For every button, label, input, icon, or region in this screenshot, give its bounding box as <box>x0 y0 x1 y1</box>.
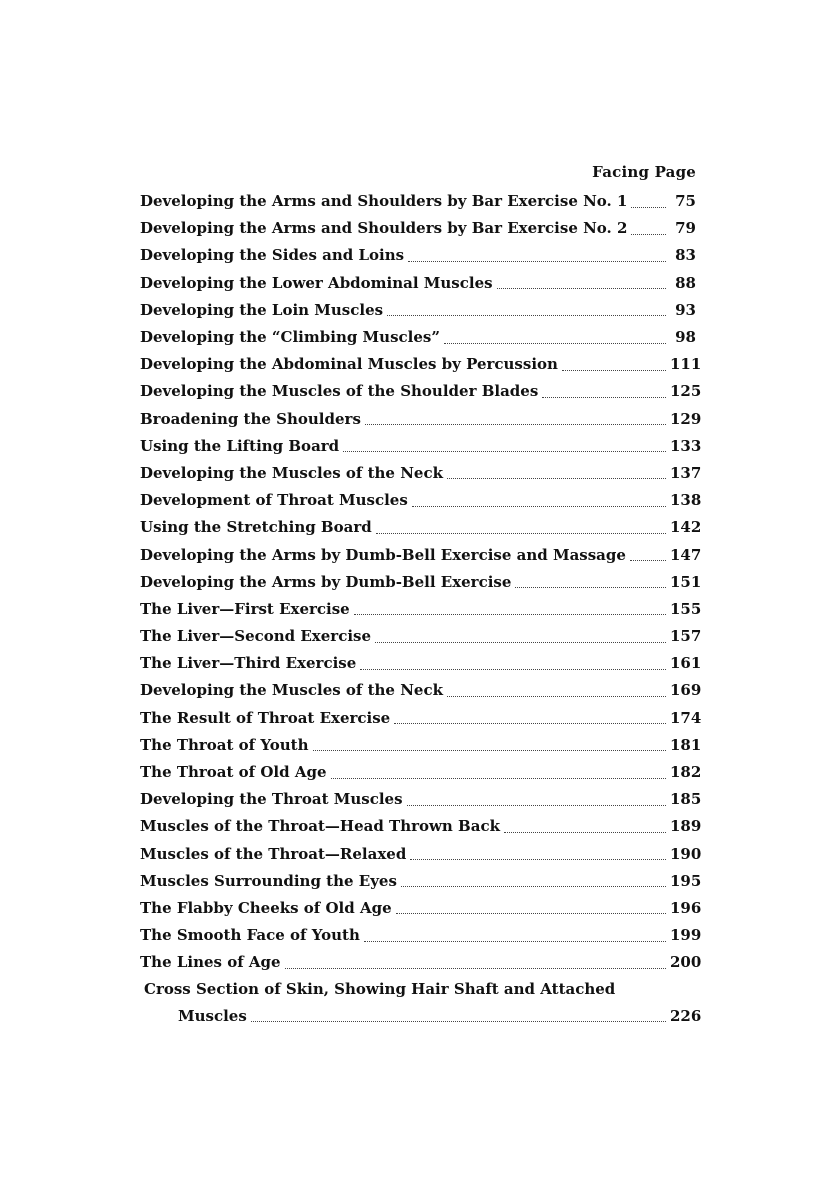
list-item <box>140 949 702 976</box>
entry-page-number: 182 <box>670 763 702 782</box>
list-item <box>140 270 696 297</box>
entry-page-number: 174 <box>670 708 702 727</box>
entry-page-number: 111 <box>670 355 702 374</box>
entry-page-number: 129 <box>670 409 702 428</box>
entry-title: The Result of Throat Exercise <box>140 708 391 727</box>
entry-page-number: 195 <box>670 871 702 890</box>
list-item <box>140 569 702 596</box>
entry-title: The Liver—Second Exercise <box>140 627 372 646</box>
entry-title: Developing the Muscles of the Neck <box>140 681 443 700</box>
list-item <box>140 705 702 732</box>
entry-title: The Liver—First Exercise <box>140 599 350 618</box>
dot-leader <box>387 314 666 316</box>
entry-page-number: 200 <box>670 953 702 972</box>
entry-title: Developing the Arms and Shoulders by Bar Exercise No. 1 <box>140 192 628 211</box>
list-item <box>140 351 702 378</box>
list-item <box>140 650 702 677</box>
entry-page-number: 142 <box>670 518 702 537</box>
entry-page-number: 181 <box>670 735 702 754</box>
dot-leader <box>562 369 666 371</box>
dot-leader <box>497 287 666 289</box>
list-item <box>140 215 696 242</box>
entry-title: Developing the Muscles of the Shoulder Blades <box>140 382 539 401</box>
illustrations-list <box>140 188 702 1030</box>
list-item <box>140 868 702 895</box>
entry-title: Developing the “Climbing Muscles” <box>140 328 440 347</box>
entry-title: Developing the Abdominal Muscles by Percussion <box>140 355 558 374</box>
list-item <box>140 596 702 623</box>
list-item <box>140 895 702 922</box>
list-item <box>140 324 696 351</box>
entry-page-number: 88 <box>675 273 696 292</box>
entry-page-number: 185 <box>670 790 702 809</box>
list-item <box>140 922 702 949</box>
entry-page-number: 133 <box>670 436 702 455</box>
entry-title: Developing the Lower Abdominal Muscles <box>140 273 493 292</box>
entry-page-number: 125 <box>670 382 702 401</box>
entry-page-number: 196 <box>670 898 702 917</box>
list-item <box>140 541 702 568</box>
entry-title: Developing the Throat Muscles <box>140 790 403 809</box>
entry-page-number: 190 <box>670 844 702 863</box>
dot-leader <box>285 967 666 969</box>
entry-title: Using the Lifting Board <box>140 436 340 455</box>
dot-leader <box>360 668 666 670</box>
entry-title: Cross Section of Skin, Showing Hair Shaft and Attached <box>144 979 616 998</box>
dot-leader <box>343 450 666 452</box>
list-item <box>140 460 702 487</box>
entry-title: Muscles <box>178 1006 247 1025</box>
list-item <box>140 514 702 541</box>
entry-title: Using the Stretching Board <box>140 518 372 537</box>
entry-title: The Smooth Face of Youth <box>140 926 360 945</box>
list-item <box>140 242 696 269</box>
list-item <box>140 813 702 840</box>
dot-leader <box>504 831 666 833</box>
list-item <box>140 677 702 704</box>
dot-leader <box>331 777 666 779</box>
list-item <box>140 786 702 813</box>
entry-title: The Throat of Old Age <box>140 763 327 782</box>
entry-page-number: 226 <box>670 1006 702 1025</box>
entry-title: Developing the Muscles of the Neck <box>140 463 443 482</box>
list-item <box>140 732 702 759</box>
dot-leader <box>251 1020 666 1022</box>
list-item <box>140 976 696 1002</box>
dot-leader <box>364 940 666 942</box>
entry-page-number: 157 <box>670 627 702 646</box>
entry-page-number: 161 <box>670 654 702 673</box>
dot-leader <box>447 695 666 697</box>
dot-leader <box>375 641 666 643</box>
list-item <box>140 1002 702 1029</box>
dot-leader <box>444 342 666 344</box>
entry-title: Developing the Loin Muscles <box>140 300 384 319</box>
entry-title: The Liver—Third Exercise <box>140 654 357 673</box>
dot-leader <box>542 396 666 398</box>
entry-page-number: 189 <box>670 817 702 836</box>
facing-page-header: Facing Page <box>592 163 696 181</box>
entry-page-number: 147 <box>670 545 702 564</box>
dot-leader <box>365 423 666 425</box>
entry-title: Muscles of the Throat—Head Thrown Back <box>140 817 500 836</box>
entry-page-number: 93 <box>675 300 696 319</box>
entry-title: Developing the Sides and Loins <box>140 246 405 265</box>
dot-leader <box>631 206 666 208</box>
list-item <box>140 297 696 324</box>
entry-title: Developing the Arms by Dumb-Bell Exercise <box>140 572 512 591</box>
entry-page-number: 199 <box>670 926 702 945</box>
dot-leader <box>631 233 666 235</box>
list-item <box>140 487 702 514</box>
dot-leader <box>407 804 666 806</box>
list-item <box>140 433 702 460</box>
entry-title: The Throat of Youth <box>140 735 309 754</box>
list-item <box>140 623 702 650</box>
entry-page-number: 151 <box>670 572 702 591</box>
entry-page-number: 155 <box>670 599 702 618</box>
list-item <box>140 759 702 786</box>
entry-page-number: 138 <box>670 491 702 510</box>
list-item <box>140 406 702 433</box>
dot-leader <box>630 559 666 561</box>
dot-leader <box>410 858 666 860</box>
entry-title: Broadening the Shoulders <box>140 409 361 428</box>
dot-leader <box>401 885 666 887</box>
entry-page-number: 83 <box>675 246 696 265</box>
entry-title: Developing the Arms and Shoulders by Bar Exercise No. 2 <box>140 219 628 238</box>
entry-page-number: 169 <box>670 681 702 700</box>
list-item <box>140 378 702 405</box>
entry-page-number: 98 <box>675 328 696 347</box>
dot-leader <box>447 477 666 479</box>
entry-page-number: 75 <box>675 192 696 211</box>
dot-leader <box>354 613 666 615</box>
dot-leader <box>412 505 666 507</box>
list-item <box>140 188 696 215</box>
entry-title: Developing the Arms by Dumb-Bell Exercise and Massage <box>140 545 626 564</box>
dot-leader <box>313 749 666 751</box>
dot-leader <box>394 722 666 724</box>
entry-page-number: 79 <box>675 219 696 238</box>
entry-title: Development of Throat Muscles <box>140 491 408 510</box>
dot-leader <box>396 912 666 914</box>
entry-title: Muscles Surrounding the Eyes <box>140 871 397 890</box>
dot-leader <box>408 260 666 262</box>
dot-leader <box>515 586 666 588</box>
entry-page-number: 137 <box>670 463 702 482</box>
entry-title: The Flabby Cheeks of Old Age <box>140 898 392 917</box>
entry-title: The Lines of Age <box>140 953 281 972</box>
dot-leader <box>376 532 666 534</box>
entry-title: Muscles of the Throat—Relaxed <box>140 844 407 863</box>
list-item <box>140 841 702 868</box>
